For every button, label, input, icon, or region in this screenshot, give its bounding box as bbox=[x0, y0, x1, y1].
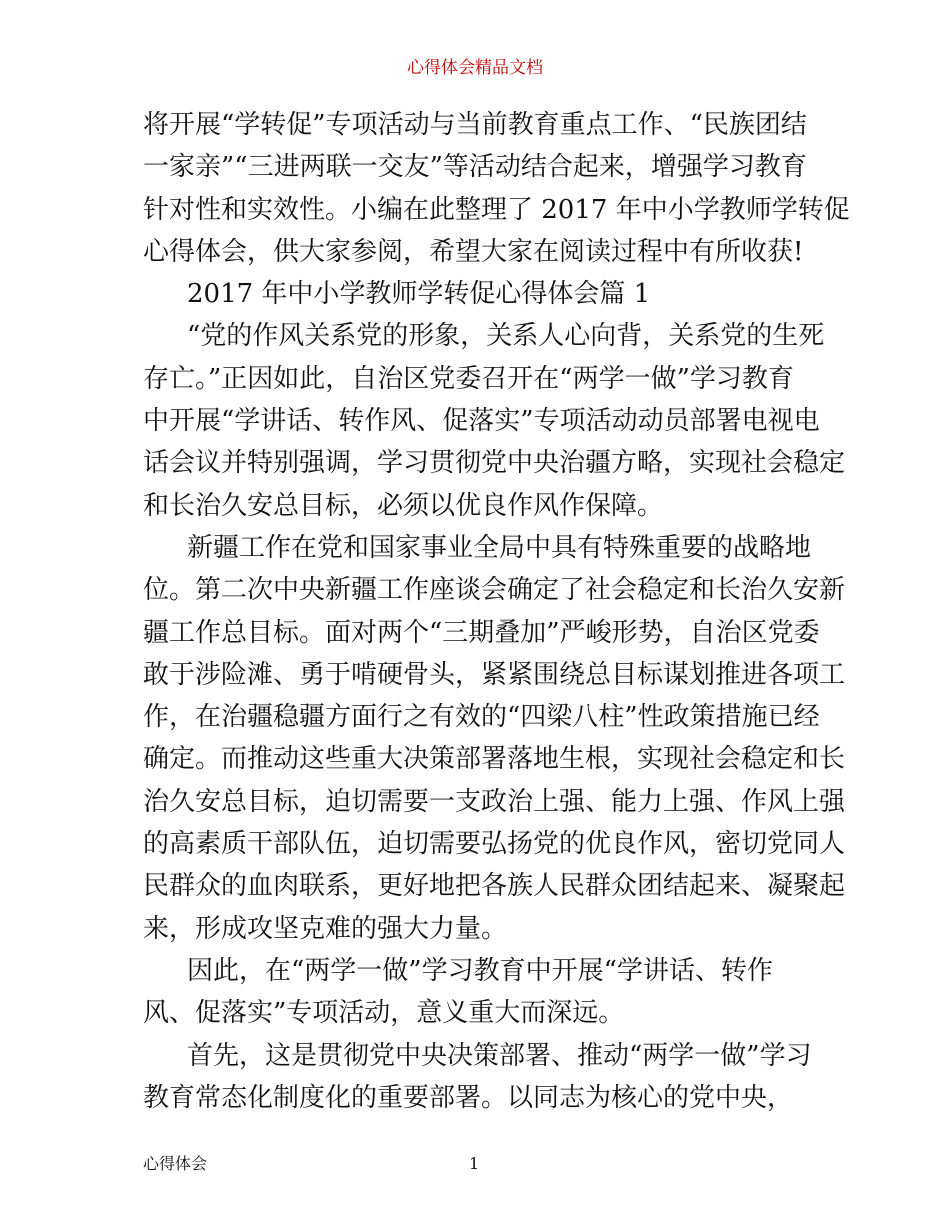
text-line: 确定。而推动这些重大决策部署落地生根，实现社会稳定和长 bbox=[143, 744, 846, 775]
text-line: 敢于涉险滩、勇于啃硬骨头，紧紧围绕总目标谋划推进各项工 bbox=[143, 659, 846, 690]
text-line: 疆工作总目标。面对两个“三期叠加”严峻形势，自治区党委 bbox=[143, 617, 820, 648]
text-line: 中开展“学讲话、转作风、促落实”专项活动动员部署电视电 bbox=[143, 406, 820, 437]
text-line: 针对性和实效性。小编在此整理了 2017 年中小学教师学转促 bbox=[143, 194, 850, 225]
text-line: 一家亲”“三进两联一交友”等活动结合起来，增强学习教育 bbox=[143, 152, 807, 183]
text-line: 治久安总目标，迫切需要一支政治上强、能力上强、作风上强 bbox=[143, 786, 846, 817]
footer-label: 心得体会 bbox=[143, 1154, 208, 1173]
text-line: 民群众的血肉联系，更好地把各族人民群众团结起来、凝聚起 bbox=[143, 871, 846, 902]
document-body bbox=[143, 104, 850, 1119]
text-line: 位。第二次中央新疆工作座谈会确定了社会稳定和长治久安新 bbox=[143, 575, 846, 606]
text-line: 来，形成攻坚克难的强大力量。 bbox=[143, 913, 508, 944]
text-line: 心得体会，供大家参阅，希望大家在阅读过程中有所收获! bbox=[143, 236, 804, 267]
text-line: 存亡。”正因如此，自治区党委召开在“两学一做”学习教育 bbox=[143, 363, 794, 394]
text-line: 话会议并特别强调，学习贯彻党中央治疆方略，实现社会稳定 bbox=[143, 448, 846, 479]
page-header-title: 心得体会精品文档 bbox=[407, 58, 543, 78]
text-line: 首先，这是贯彻党中央决策部署、推动“两学一做”学习 bbox=[187, 1040, 812, 1071]
text-line: “党的作风关系党的形象，关系人心向背，关系党的生死 bbox=[187, 321, 825, 352]
text-line: 教育常态化制度化的重要部署。以同志为核心的党中央， bbox=[143, 1082, 794, 1113]
text-line: 将开展“学转促”专项活动与当前教育重点工作、“民族团结 bbox=[143, 110, 807, 140]
text-line: 作，在治疆稳疆方面行之有效的“四梁八柱”性政策措施已经 bbox=[143, 702, 820, 733]
text-line: 风、促落实”专项活动，意义重大而深远。 bbox=[143, 998, 625, 1029]
text-line: 新疆工作在党和国家事业全局中具有特殊重要的战略地 bbox=[187, 532, 812, 563]
text-line: 的高素质干部队伍，迫切需要弘扬党的优良作风，密切党同人 bbox=[143, 829, 846, 860]
text-line: 和长治久安总目标，必须以优良作风作保障。 bbox=[143, 490, 664, 521]
text-line: 2017 年中小学教师学转促心得体会篇 1 bbox=[187, 279, 651, 310]
text-line: 因此，在“两学一做”学习教育中开展“学讲话、转作 bbox=[187, 955, 773, 986]
page-number: 1 bbox=[469, 1154, 480, 1173]
